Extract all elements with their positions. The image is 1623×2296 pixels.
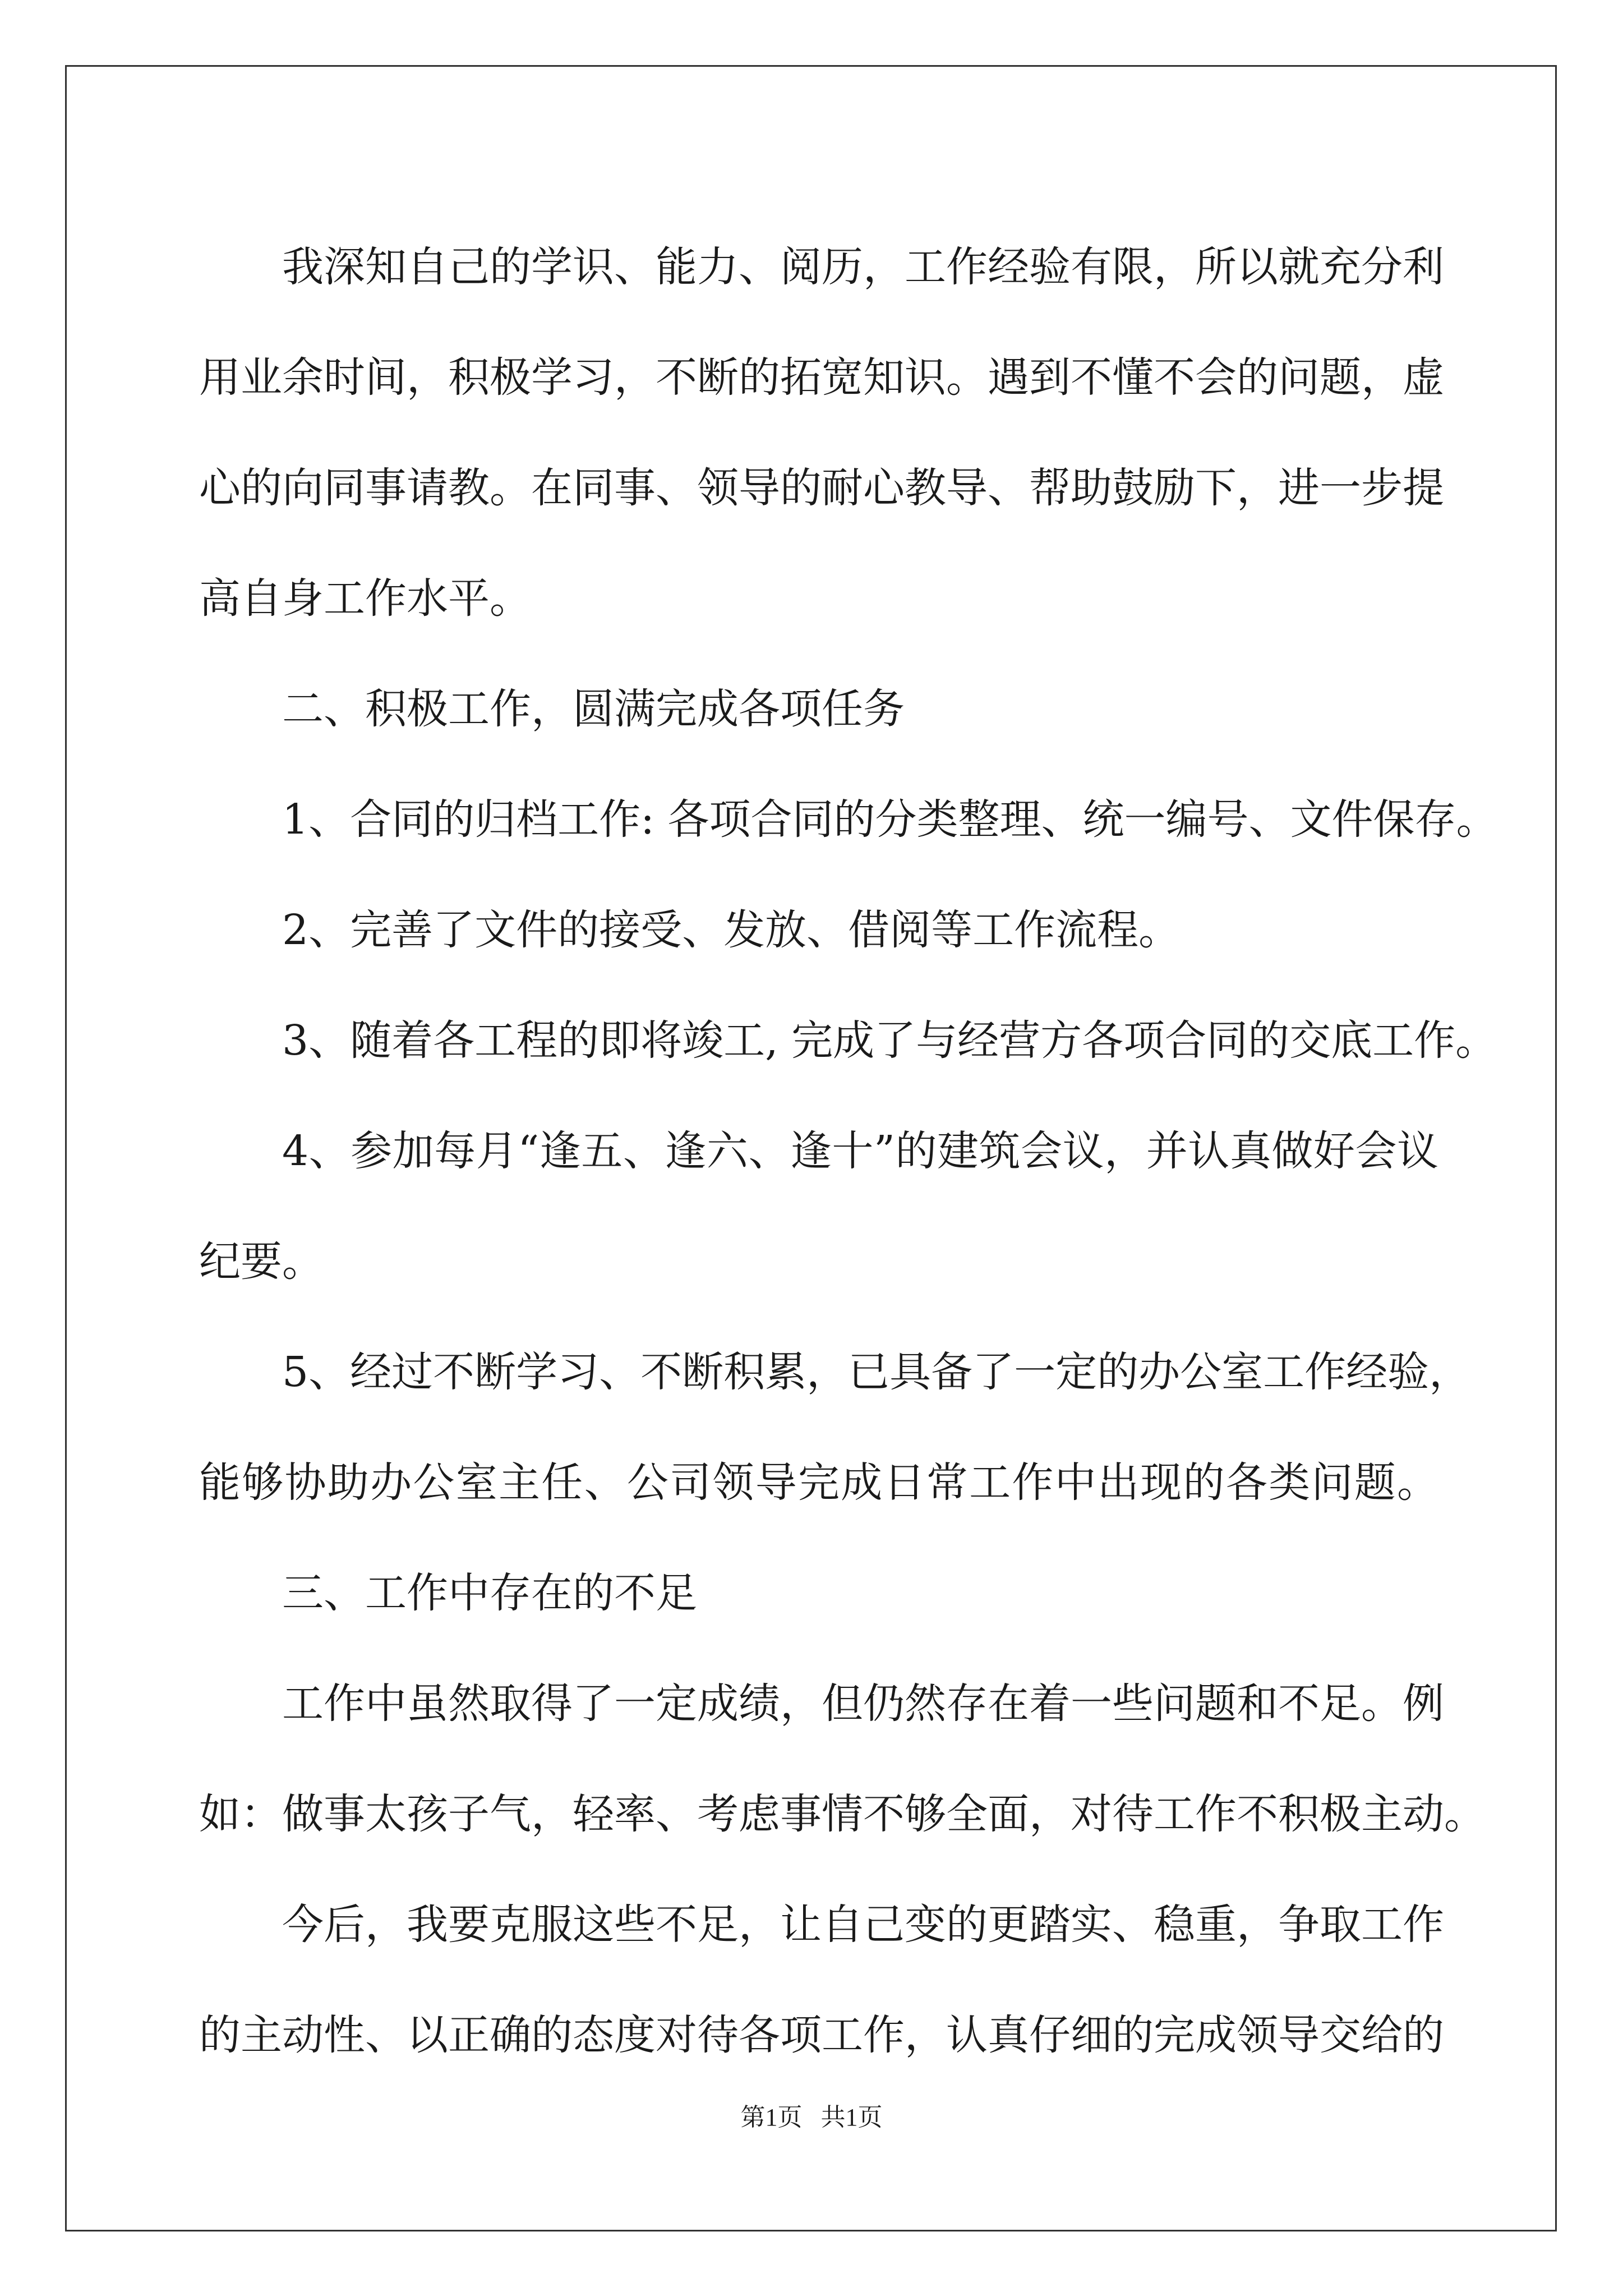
section-heading: 二、积极工作，圆满完成各项任务 — [282, 685, 905, 733]
list-item: 5、经过不断学习、不断积累，已具备了一定的办公室工作经验， — [282, 1348, 1471, 1396]
list-item: 3、随着各工程的即将竣工, 完成了与经营方各项合同的交底工作。 — [282, 1016, 1497, 1065]
body-line: 高自身工作水平。 — [199, 574, 531, 623]
body-line: 的主动性、以正确的态度对待各项工作，认真仔细的完成领导交给的 — [199, 2011, 1444, 2059]
body-line: 今后，我要克服这些不足，让自己变的更踏实、稳重，争取工作 — [282, 1901, 1444, 1949]
document-body — [199, 212, 1498, 2091]
list-item: 1、合同的归档工作: 各项合同的分类整理、统一编号、文件保存。 — [282, 795, 1498, 844]
section-heading: 三、工作中存在的不足 — [282, 1569, 697, 1617]
list-item: 2、完善了文件的接受、发放、借阅等工作流程。 — [282, 906, 1181, 954]
body-line: 用业余时间，积极学习，不断的拓宽知识。遇到不懂不会的问题，虚 — [199, 353, 1444, 402]
body-line: 心的向同事请教。在同事、领导的耐心教导、帮助鼓励下，进一步提 — [199, 464, 1444, 512]
body-line: 我深知自己的学识、能力、阅历，工作经验有限，所以就充分利 — [282, 243, 1444, 291]
list-item: 4、参加每月“逢五、逢六、逢十”的建筑会议，并认真做好会议 — [282, 1127, 1438, 1175]
page-footer: 第1页 共1页 — [740, 2104, 883, 2131]
body-line: 纪要。 — [199, 1237, 324, 1286]
body-line: 能够协助办公室主任、公司领导完成日常工作中出现的各类问题。 — [199, 1458, 1438, 1507]
body-line: 如：做事太孩子气，轻率、考虑事情不够全面，对待工作不积极主动。 — [199, 1790, 1486, 1838]
body-line: 工作中虽然取得了一定成绩，但仍然存在着一些问题和不足。例 — [282, 1680, 1444, 1728]
